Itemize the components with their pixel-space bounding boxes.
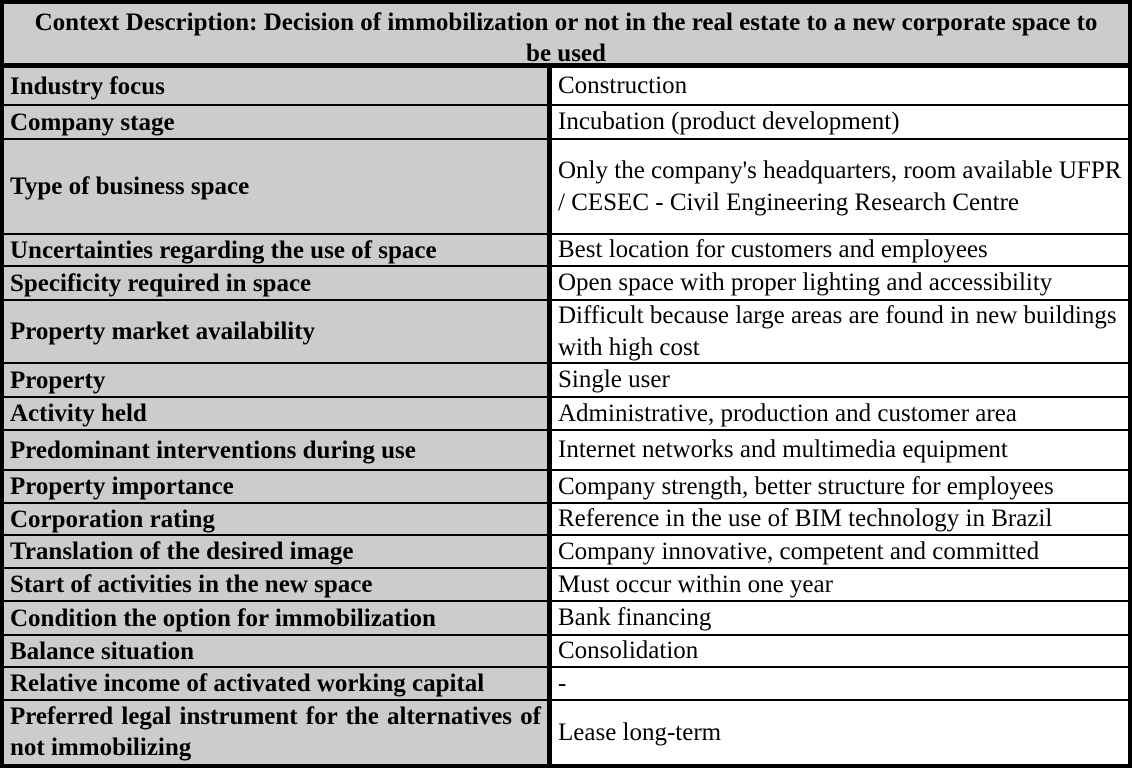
row-label: Corporation rating (4, 504, 547, 534)
table-row (4, 701, 1128, 764)
row-label: Property (4, 364, 547, 396)
row-value: Lease long-term (558, 718, 722, 746)
row-value: Single user (558, 366, 670, 393)
table-row (4, 536, 1128, 569)
row-value: Difficult because large areas are found in new buildings with high cost (558, 301, 1117, 361)
row-label: Preferred legal instrument for the alternatives of not immobilizing (4, 701, 547, 764)
row-label: Predominant interventions during use (4, 431, 547, 469)
row-label: Specificity required in space (4, 267, 547, 299)
row-label: Translation of the desired image (4, 536, 547, 567)
row-value: Open space with proper lighting and accessibility (558, 269, 1053, 296)
row-label: Condition the option for immobilization (4, 602, 547, 634)
table-row (4, 504, 1128, 536)
row-label: Activity held (4, 398, 547, 429)
row-label: Industry focus (4, 68, 547, 104)
table-row (4, 68, 1128, 106)
row-label: Relative income of activated working capital (4, 668, 547, 699)
row-value: Best location for customers and employees (558, 236, 988, 263)
row-value: Reference in the use of BIM technology in Brazil (558, 505, 1053, 532)
row-label: Balance situation (4, 636, 547, 666)
row-label: Property importance (4, 471, 547, 502)
table-row (4, 431, 1128, 471)
table-row (4, 301, 1128, 364)
table-title: Context Description: Decision of immobilization or not in the real estate to a new corporate space to be used (4, 4, 1128, 68)
row-value: Only the company's headquarters, room available UFPR / CESEC - Civil Engineering Research Centre (558, 156, 1122, 216)
row-label: Company stage (4, 106, 547, 138)
table-row (4, 398, 1128, 431)
table-row (4, 235, 1128, 267)
row-value: Internet networks and multimedia equipment (558, 436, 1008, 463)
table-row (4, 668, 1128, 701)
table-row (4, 471, 1128, 504)
table-row (4, 140, 1128, 235)
row-label: Uncertainties regarding the use of space (4, 235, 547, 265)
row-label: Start of activities in the new space (4, 569, 547, 600)
row-value: Company strength, better structure for employees (558, 472, 1054, 500)
row-value: Administrative, production and customer area (558, 399, 1017, 427)
row-label: Property market availability (4, 301, 547, 362)
row-value: Company innovative, competent and committed (558, 537, 1040, 565)
table-row (4, 364, 1128, 398)
row-value: Bank financing (558, 604, 712, 631)
row-label: Type of business space (4, 140, 547, 233)
table-row (4, 106, 1128, 140)
table-row (4, 267, 1128, 301)
row-value: Must occur within one year (558, 570, 833, 598)
row-value: Incubation (product development) (558, 108, 900, 135)
row-value: Construction (558, 72, 688, 99)
table-row (4, 602, 1128, 636)
row-value: Consolidation (558, 637, 699, 664)
row-value: - (558, 669, 567, 697)
table-row (4, 569, 1128, 602)
table-row (4, 636, 1128, 668)
